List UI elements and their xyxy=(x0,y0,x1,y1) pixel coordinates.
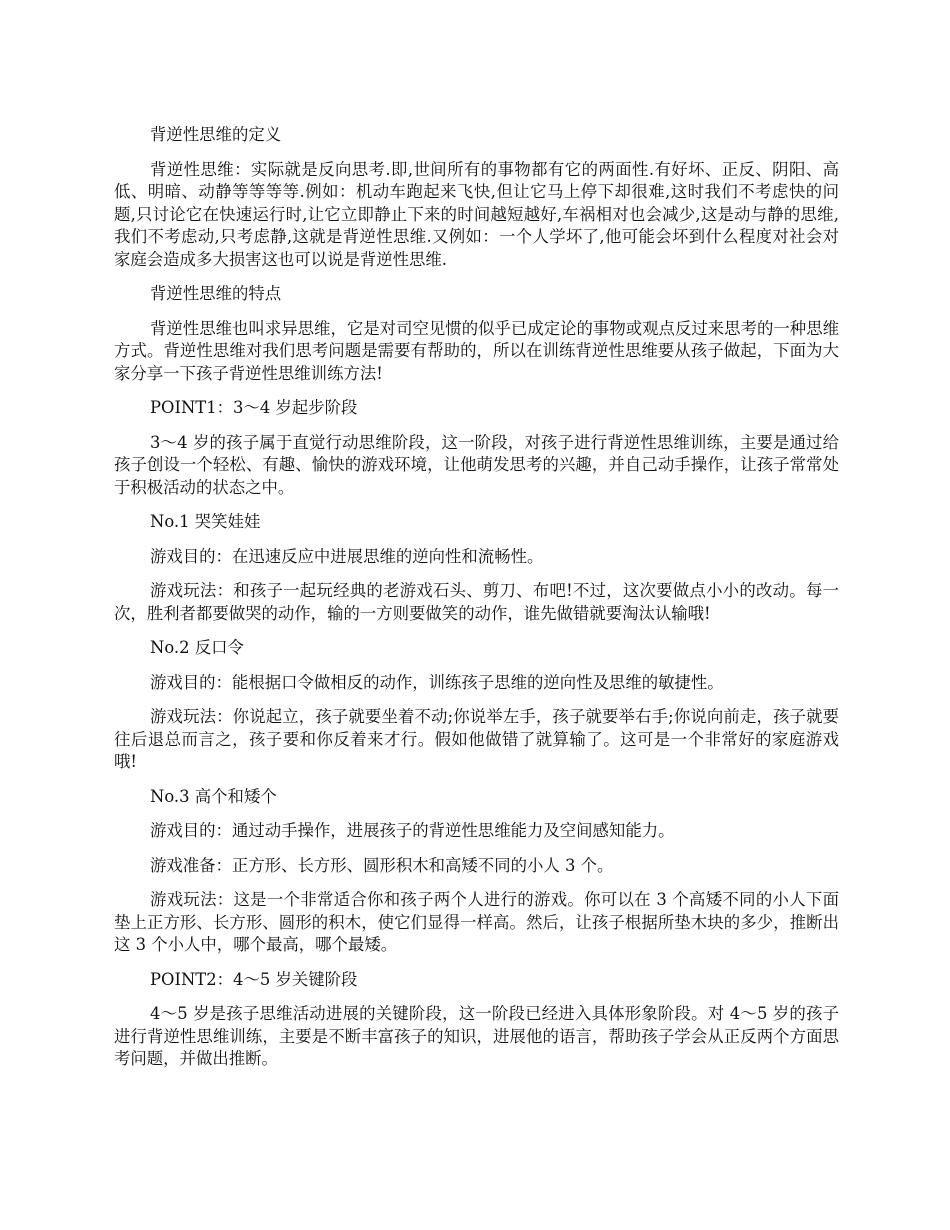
game-heading-no2: No.2 反口令 xyxy=(150,638,244,657)
game-purpose-no1: 游戏目的：在迅速反应中进展思维的逆向性和流畅性。 xyxy=(150,546,544,566)
game-heading-no3: No.3 高个和矮个 xyxy=(150,786,277,806)
section-heading-point1: POINT1：3～4 岁起步阶段 xyxy=(150,398,358,417)
paragraph-definition: 背逆性思维：实际就是反向思考.即,世间所有的事物都有它的两面性.有好坏、正反、阴阳、高低、明暗、动静等等等等.例如：机动车跑起来飞快,但让它马上停下却很难,这时我们不考虑快的问题,只讨论它在快速运行时,让它立即静止下来的时间越短越好,车祸相对也会减少,这是动与静的思维,我们不考虑动,只考虑静,这就是背逆性思维.又例如：一个人学坏了,他可能会坏到什么程度对社会对家庭会造成多大损害这也可以说是背逆性思维. xyxy=(114,159,839,269)
paragraph-point1: 3～4 岁的孩子属于直觉行动思维阶段，这一阶段，对孩子进行背逆性思维训练，主要是通过给孩子创设一个轻松、有趣、愉快的游戏环境，让他萌发思考的兴趣，并自己动手操作，让孩子常常处于积极活动的状态之中。 xyxy=(114,432,839,497)
game-purpose-no3: 游戏目的：通过动手操作，进展孩子的背逆性思维能力及空间感知能力。 xyxy=(150,821,675,840)
game-rules-no2: 游戏玩法：你说起立，孩子就要坐着不动;你说举左手，孩子就要举右手;你说向前走，孩子就要往后退总而言之，孩子要和你反着来才行。假如他做错了就算输了。这可是一个非常好的家庭游戏哦! xyxy=(114,707,839,771)
game-purpose-no2: 游戏目的：能根据口令做相反的动作，训练孩子思维的逆向性及思维的敏捷性。 xyxy=(150,672,724,692)
game-heading-no1: No.1 哭笑娃娃 xyxy=(150,512,261,531)
game-preparation-no3: 游戏准备：正方形、长方形、圆形积木和高矮不同的小人 3 个。 xyxy=(150,855,614,875)
section-heading-definition: 背逆性思维的定义 xyxy=(150,125,282,144)
game-rules-no1: 游戏玩法：和孩子一起玩经典的老游戏石头、剪刀、布吧!不过，这次要做点小小的改动。每一次，胜利者都要做哭的动作，输的一方则要做笑的动作，谁先做错就要淘汰认输哦! xyxy=(114,581,839,623)
document-page xyxy=(114,124,839,1083)
paragraph-features: 背逆性思维也叫求异思维，它是对司空见惯的似乎已成定论的事物或观点反过来思考的一种思维方式。背逆性思维对我们思考问题是需要有帮助的，所以在训练背逆性思维要从孩子做起，下面为大家分享一下孩子背逆性思维训练方法! xyxy=(114,318,839,383)
paragraph-point2: 4～5 岁是孩子思维活动进展的关键阶段，这一阶段已经进入具体形象阶段。对 4～5 岁的孩子进行背逆性思维训练，主要是不断丰富孩子的知识，进展他的语言，帮助孩子学会从正反两个方面思考问题，并做出推断。 xyxy=(114,1004,839,1068)
section-heading-features: 背逆性思维的特点 xyxy=(150,284,282,303)
section-heading-point2: POINT2：4～5 岁关键阶段 xyxy=(150,969,358,989)
game-rules-no3: 游戏玩法：这是一个非常适合你和孩子两个人进行的游戏。你可以在 3 个高矮不同的小人下面垫上正方形、长方形、圆形的积木，使它们显得一样高。然后，让孩子根据所垫木块的多少，推断出这 3 个小人中，哪个最高，哪个最矮。 xyxy=(114,890,839,954)
